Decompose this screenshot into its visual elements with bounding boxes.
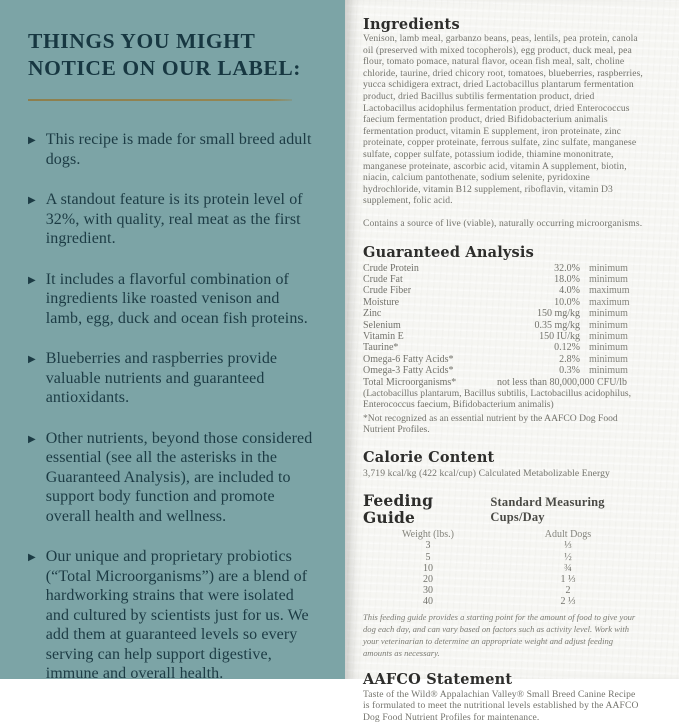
bullet-text: Other nutrients, beyond those considered essential (see all the asterisks in the Guaranteed Analysis), are included to support body function and promote overall health and wellness.: [45, 429, 313, 525]
callouts-panel: [0, 0, 345, 682]
bullet-text: It includes a flavorful combination of ingredients like roasted venison and lamb, egg, duck and ocean fish proteins.: [45, 270, 308, 327]
cups-value: 2 ⅓: [560, 596, 576, 608]
bullet-arrow-icon: ▶: [28, 433, 36, 445]
table-row: [363, 285, 643, 296]
nutrient-qualifier: minimum: [589, 353, 628, 365]
ingredients-section: [363, 16, 643, 230]
nutrient-qualifier: minimum: [589, 273, 628, 285]
weight-value: 5: [425, 551, 431, 563]
nutrient-value: 18.0%: [554, 273, 580, 285]
table-row: [363, 331, 643, 342]
nutrient-value: 4.0%: [559, 285, 580, 297]
ingredients-note: Contains a source of live (viable), naturally occurring microorganisms.: [363, 217, 643, 229]
nutrient-qualifier: minimum: [589, 365, 628, 377]
asterisk-footnote: *Not recognized as an essential nutrient by the AAFCO Dog Food Nutrient Profiles.: [363, 412, 618, 436]
table-row: [363, 297, 643, 308]
weight-value: 10: [423, 562, 433, 574]
microorganisms-detail: (Lactobacillus plantarum, Bacillus subtilis, Lactobacillus acidophilus, Enterococcus faecium, Bifidobacterium animalis): [363, 387, 632, 411]
bullet-text: A standout feature is its protein level of 32%, with quality, real meat as the first ingredient.: [45, 191, 303, 247]
bullet-item: [28, 547, 319, 684]
title-divider: [28, 99, 292, 101]
weight-value: 3: [425, 540, 431, 552]
guaranteed-analysis-section: [363, 244, 643, 436]
guaranteed-analysis-table: [363, 263, 643, 436]
table-row: [363, 263, 643, 274]
table-row: [363, 342, 643, 353]
cups-value: ½: [564, 551, 572, 563]
weight-value: 20: [423, 574, 433, 585]
table-row: [363, 308, 643, 319]
bullet-item: [28, 190, 319, 249]
nutrient-value: 150 mg/kg: [536, 308, 580, 320]
bullet-item: [28, 130, 319, 169]
aafco-heading: AAFCO Statement: [363, 670, 513, 688]
nutrient-value: 0.3%: [559, 365, 580, 377]
bullet-arrow-icon: ▶: [28, 552, 36, 563]
table-row: [363, 354, 643, 365]
bullet-text: Blueberries and raspberries provide valuable nutrients and guaranteed antioxidants.: [45, 350, 278, 406]
nutrient-value: 150 IU/kg: [539, 330, 580, 342]
table-row: [363, 596, 643, 607]
cups-value: ¾: [564, 562, 572, 574]
weight-column-header: Weight (lbs.): [402, 529, 454, 541]
aafco-statement-section: [363, 671, 643, 723]
nutrient-qualifier: maximum: [589, 285, 630, 297]
calorie-content-section: [363, 449, 643, 480]
feeding-guide-header: [363, 492, 643, 526]
bullet-item: [28, 270, 319, 329]
nutrient-label: Selenium: [363, 319, 401, 331]
nutrient-value: 0.35 mg/kg: [534, 319, 580, 331]
nutrient-label: Zinc: [363, 308, 382, 320]
guaranteed-analysis-heading: Guaranteed Analysis: [363, 243, 534, 261]
nutrient-label: Taurine*: [363, 342, 399, 354]
panel-title: THINGS YOU MIGHT NOTICE ON OUR LABEL:: [28, 29, 302, 80]
feeding-guide-section: [363, 492, 643, 658]
nutrient-value: 10.0%: [554, 296, 580, 308]
bullet-arrow-icon: ▶: [28, 354, 36, 365]
bullet-item: [28, 349, 319, 408]
ingredients-body: Venison, lamb meal, garbanzo beans, peas, lentils, pea protein, canola oil (preserved with mixed tocopherols), egg product, duck meal, pea flour, tomato pomace, natural flavor, ocean fish meal, salt, choline chloride, taurine, dried chicory root, tomatoes, blueberries, raspberries, yucca schidigera extract, dried Lactobacillus plantarum fermentation product, dried Bacillus subtilis fermentation product, dried Lactobacillus acidophilus fermentation product, dried Enterococcus faecium fermentation product, dried Bifidobacterium animalis fermentation product, vitamin E supplement, iron proteinate, zinc proteinate, copper proteinate, ferrous sulfate, zinc sulfate, manganese sulfate, copper sulfate, potassium iodide, thiamine mononitrate, manganese proteinate, ascorbic acid, vitamin A supplement, biotin, niacin, calcium pantothenate, sodium selenite, pyridoxine hydrochloride, vitamin B12 supplement, riboflavin, vitamin D3 supplement, folic acid.: [363, 33, 643, 207]
table-row: [363, 540, 643, 551]
cups-value: 1 ⅓: [560, 574, 576, 585]
bullet-item: [28, 429, 319, 527]
nutrient-qualifier: minimum: [589, 262, 628, 274]
feeding-guide-note: This feeding guide provides a starting point for the amount of food to give your dog each day, and can vary based on factors such as activity level. Work with your veterinarian to determine an appropriate weight and adjust feeding amounts as necessary.: [363, 611, 636, 658]
weight-value: 40: [423, 596, 433, 608]
bullet-text: Our unique and proprietary probiotics (“Total Microorganisms”) are a blend of hardworking strains that were isolated and cultured by scientists just for us. We add them at guaranteed levels so every serving can help support digestive, immune and overall health.: [45, 548, 309, 682]
nutrient-label: Crude Protein: [363, 262, 419, 274]
nutrient-label: Vitamin E: [363, 330, 404, 342]
nutrient-value: 0.12%: [554, 342, 580, 354]
bullet-arrow-icon: ▶: [28, 274, 36, 286]
aafco-body: Taste of the Wild® Appalachian Valley® Small Breed Canine Recipe is formulated to meet the nutritional levels established by the AAFCO Dog Food Nutrient Profiles for maintenance.: [363, 688, 639, 723]
nutrient-qualifier: minimum: [589, 319, 628, 331]
cups-value: ⅓: [564, 540, 572, 552]
table-row: [363, 585, 643, 596]
table-row: [363, 365, 643, 376]
table-row: [363, 563, 643, 574]
table-row: [363, 574, 643, 585]
calorie-content-heading: Calorie Content: [363, 448, 495, 466]
feeding-guide-table: [363, 529, 643, 607]
feeding-guide-subheading: Standard Measuring Cups/Day: [490, 495, 605, 525]
nutrient-label: Omega-6 Fatty Acids*: [363, 353, 454, 365]
table-row: [363, 274, 643, 285]
nutrient-value: 2.8%: [559, 353, 580, 365]
nutrient-label: Crude Fiber: [363, 285, 412, 297]
nutrient-label: Crude Fat: [363, 273, 403, 285]
nutrient-value: 32.0%: [554, 262, 580, 274]
nutrient-qualifier: minimum: [589, 330, 628, 342]
nutrient-qualifier: minimum: [589, 308, 628, 320]
nutrient-qualifier: maximum: [589, 296, 630, 308]
table-header-row: [363, 529, 643, 540]
cups-value: 2: [565, 585, 571, 597]
weight-value: 30: [423, 585, 433, 597]
table-row-total-microorganisms: [363, 377, 643, 388]
nutrient-label: Moisture: [363, 296, 400, 308]
calorie-content-body: 3,719 kcal/kg (422 kcal/cup) Calculated Metabolizable Energy: [363, 467, 610, 479]
nutrient-label: Omega-3 Fatty Acids*: [363, 365, 454, 377]
cups-column-header: Adult Dogs: [544, 529, 592, 541]
ingredients-heading: Ingredients: [363, 16, 460, 33]
table-row: [363, 552, 643, 563]
nutrient-value: not less than 80,000,000 CFU/lb: [496, 376, 627, 388]
nutrition-label-panel: [345, 0, 679, 723]
bullet-arrow-icon: ▶: [28, 195, 36, 206]
bullet-text: This recipe is made for small breed adult dogs.: [45, 131, 312, 168]
nutrient-label: Total Microorganisms*: [363, 376, 457, 388]
table-row: [363, 320, 643, 331]
bullet-arrow-icon: ▶: [28, 135, 36, 146]
nutrient-qualifier: minimum: [589, 342, 628, 354]
feeding-guide-heading: Feeding Guide: [363, 491, 434, 528]
